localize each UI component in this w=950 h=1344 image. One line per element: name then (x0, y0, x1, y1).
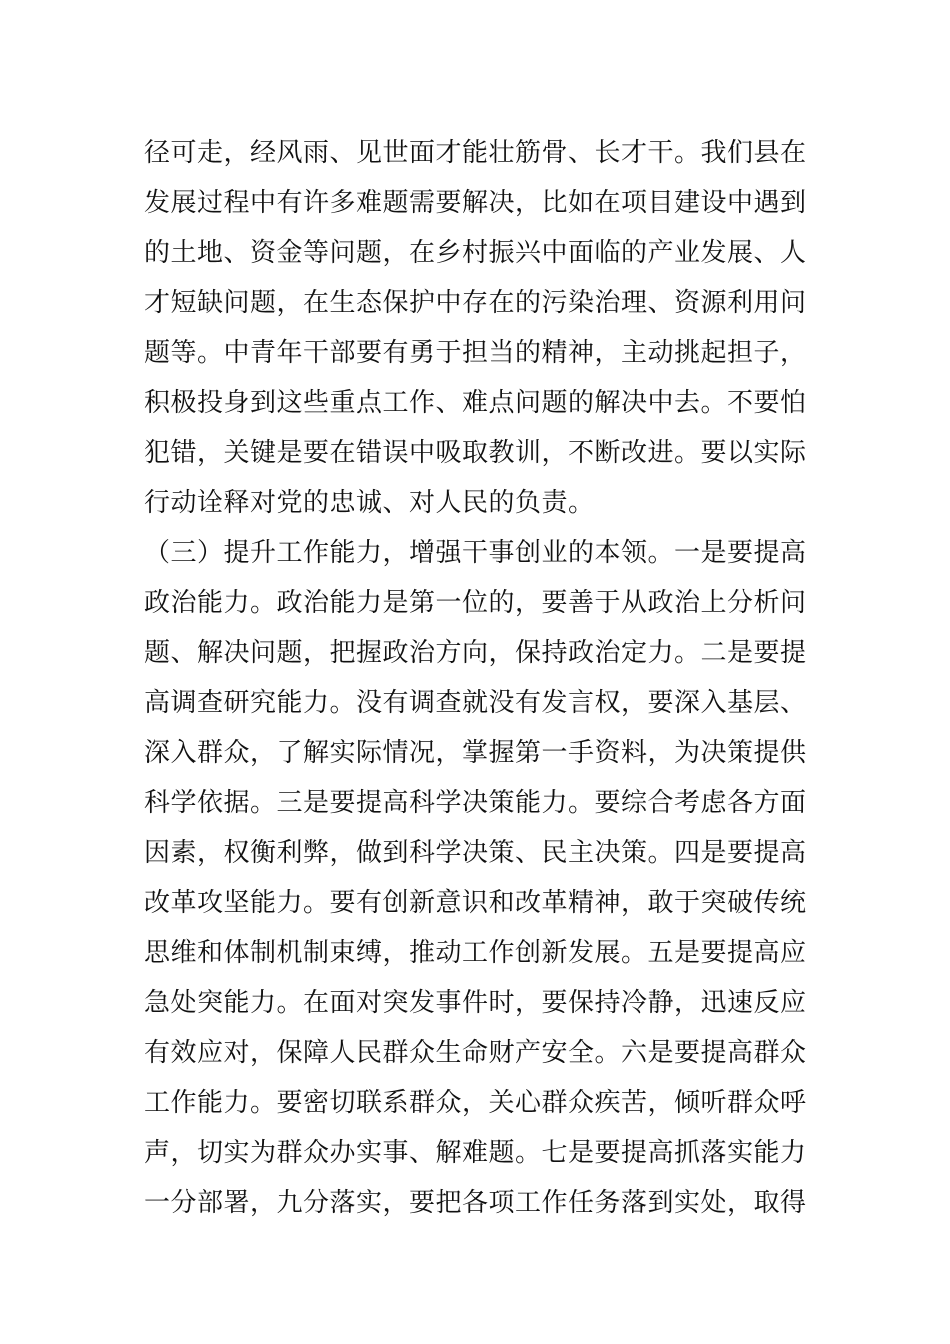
text-line-1: 径可走，经风雨、见世面才能壮筋骨、长才干。我们县在 (144, 138, 807, 168)
body-text (144, 128, 814, 1228)
text-line-14: 科学依据。三是要提高科学决策能力。要综合考虑各方面 (144, 788, 807, 818)
section-heading-line: （三）提升工作能力，增强干事创业的本领。一是要提高 (144, 538, 807, 568)
text-line-7: 犯错，关键是要在错误中吸取教训，不断改进。要以实际 (144, 438, 807, 468)
text-line-20: 工作能力。要密切联系群众，关心群众疾苦，倾听群众呼 (144, 1088, 807, 1118)
text-line-13: 深入群众，了解实际情况，掌握第一手资料，为决策提供 (144, 738, 807, 768)
text-line-19: 有效应对，保障人民群众生命财产安全。六是要提高群众 (144, 1038, 807, 1068)
text-line-10: 政治能力。政治能力是第一位的，要善于从政治上分析问 (144, 588, 807, 618)
text-line-18: 急处突能力。在面对突发事件时，要保持冷静，迅速反应 (144, 988, 807, 1018)
text-line-4: 才短缺问题，在生态保护中存在的污染治理、资源利用问 (144, 288, 807, 318)
text-line-6: 积极投身到这些重点工作、难点问题的解决中去。不要怕 (144, 388, 807, 418)
text-line-8: 行动诠释对党的忠诚、对人民的负责。 (144, 488, 595, 518)
text-line-16: 改革攻坚能力。要有创新意识和改革精神，敢于突破传统 (144, 888, 807, 918)
text-line-17: 思维和体制机制束缚，推动工作创新发展。五是要提高应 (144, 938, 807, 968)
text-line-15: 因素，权衡利弊，做到科学决策、民主决策。四是要提高 (144, 838, 807, 868)
text-line-3: 的土地、资金等问题，在乡村振兴中面临的产业发展、人 (144, 238, 807, 268)
text-line-5: 题等。中青年干部要有勇于担当的精神，主动挑起担子， (144, 338, 807, 368)
text-line-12: 高调查研究能力。没有调查就没有发言权，要深入基层、 (144, 688, 807, 718)
text-line-11: 题、解决问题，把握政治方向，保持政治定力。二是要提 (144, 638, 807, 668)
text-line-22: 一分部署，九分落实，要把各项工作任务落到实处，取得 (144, 1188, 807, 1218)
text-line-21: 声，切实为群众办实事、解难题。七是要提高抓落实能力 (144, 1138, 807, 1168)
text-line-2: 发展过程中有许多难题需要解决，比如在项目建设中遇到 (144, 188, 807, 218)
